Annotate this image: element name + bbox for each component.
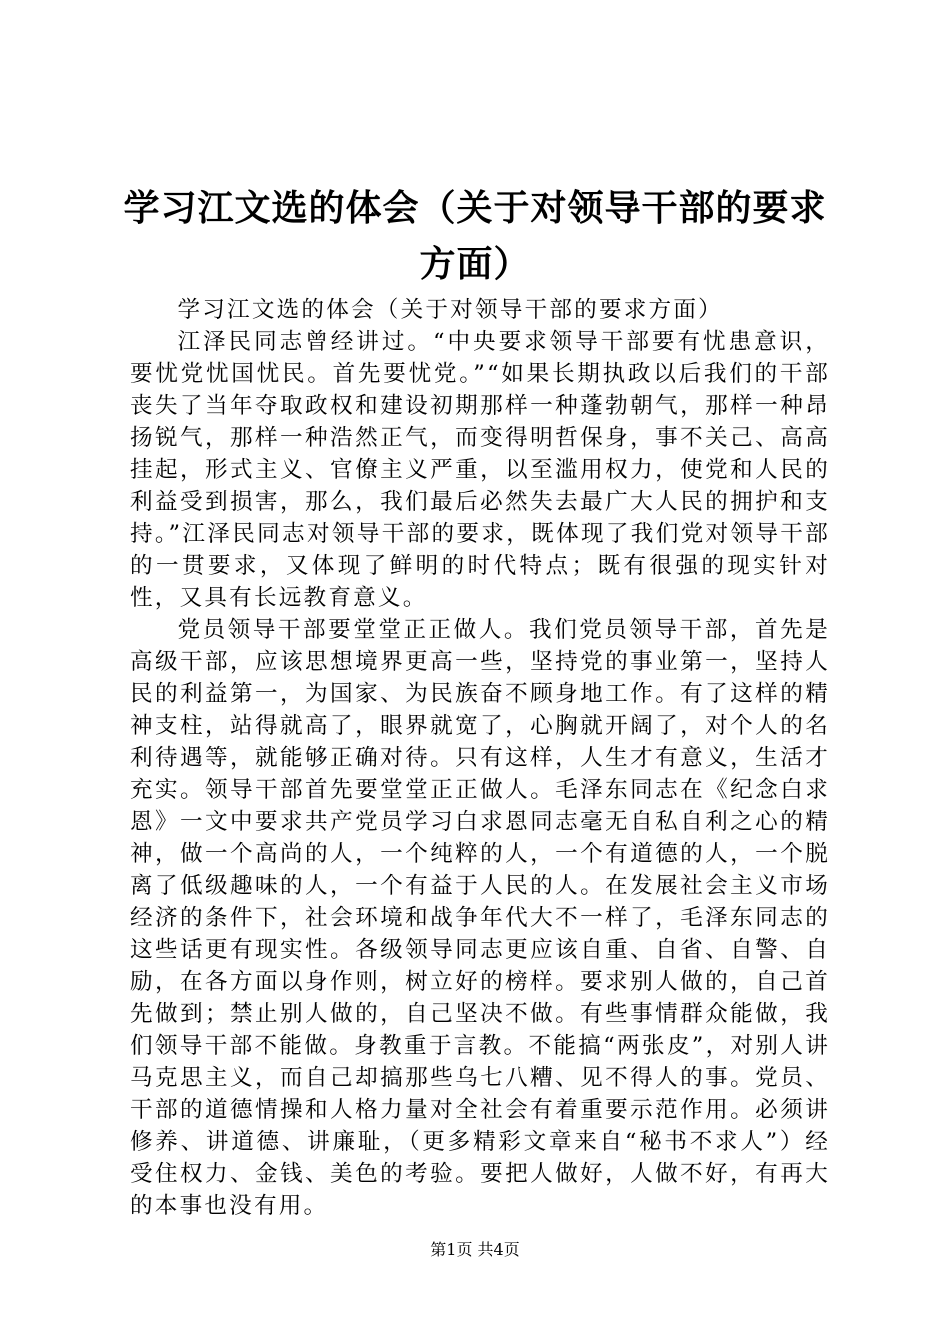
paragraph-1: 江泽民同志曾经讲过。“中央要求领导干部要有忧患意识，要忧党忧国忧民。首先要忧党。”“如果长期执政以后我们的干部丧失了当年夺取政权和建设初期那样一种蓬勃朝气，那样一种昂扬锐气，那样一种浩然正气，而变得明哲保身，事不关己、高高挂起，形式主义、官僚主义严重，以至滥用权力，使党和人民的利益受到损害，那么，我们最后必然失去最广大人民的拥护和支持。”江泽民同志对领导干部的要求，既体现了我们党对领导干部的一贯要求，又体现了鲜明的时代特点；既有很强的现实针对性，又具有长远教育意义。 [130, 329, 830, 611]
paragraph-subtitle: 学习江文选的体会（关于对领导干部的要求方面） [177, 297, 723, 323]
paragraph-2: 党员领导干部要堂堂正正做人。我们党员领导干部，首先是高级干部，应该思想境界更高一些，坚持党的事业第一，坚持人民的利益第一，为国家、为民族奋不顾身地工作。有了这样的精神支柱，站得就高了，眼界就宽了，心胸就开阔了，对个人的名利待遇等，就能够正确对待。只有这样，人生才有意义，生活才充实。领导干部首先要堂堂正正做人。毛泽东同志在《纪念白求恩》一文中要求共产党员学习白求恩同志毫无自私自利之心的精神，做一个高尚的人，一个纯粹的人，一个有道德的人，一个脱离了低级趣味的人，一个有益于人民的人。在发展社会主义市场经济的条件下，社会环境和战争年代大不一样了，毛泽东同志的这些话更有现实性。各级领导同志更应该自重、自省、自警、自励，在各方面以身作则，树立好的榜样。要求别人做的，自己首先做到；禁止别人做的，自己坚决不做。有些事情群众能做，我们领导干部不能做。身教重于言教。不能搞“两张皮”，对别人讲马克思主义，而自己却搞那些乌七八糟、见不得人的事。党员、干部的道德情操和人格力量对全社会有着重要示范作用。必须讲修养、讲道德、讲廉耻，（更多精彩文章来自“秘书不求人”）经受住权力、金钱、美色的考验。要把人做好，人做不好，有再大的本事也没有用。 [130, 617, 830, 1219]
document-title: 学习江文选的体会（关于对领导干部的要求方面） [123, 187, 827, 285]
page-footer: 第1页 共4页 [430, 1240, 520, 1259]
document-body [130, 294, 830, 1222]
